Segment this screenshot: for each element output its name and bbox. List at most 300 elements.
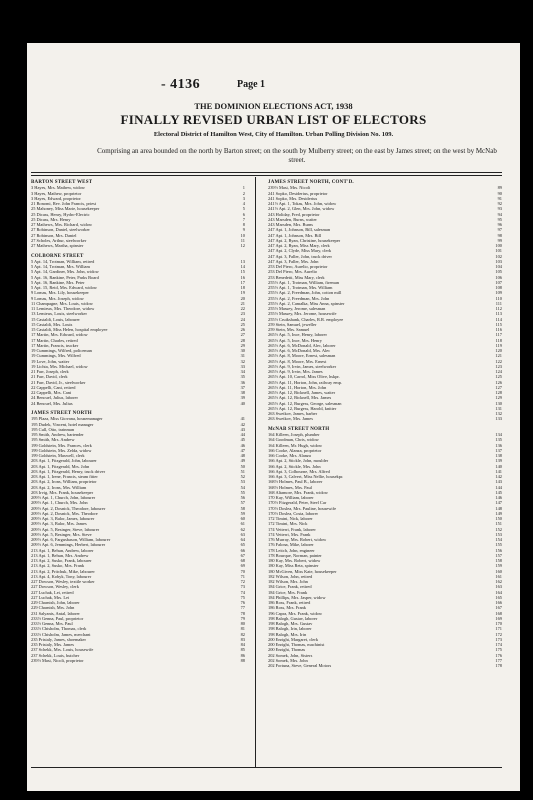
elector-text: 17 Martin, Charles, retired bbox=[31, 337, 78, 343]
elector-number: 70 bbox=[240, 568, 245, 574]
elector-text: 241½ Apt. 1, Tokas, Mrs. John, widow bbox=[268, 201, 337, 206]
elector-text: 21 Farr, David, Jr., steelworker bbox=[31, 379, 86, 385]
elector-number: 99 bbox=[497, 237, 502, 243]
elector-text: 168½ Holmes, Mrs. Paul bbox=[268, 484, 312, 490]
elector-number: 111 bbox=[495, 300, 502, 306]
elector-text: 25 Dicass, Henry, Hydro-Electric bbox=[31, 211, 90, 217]
elector-number: 6 bbox=[242, 211, 245, 217]
elector-number: 18 bbox=[240, 285, 245, 290]
elector-text: 184 Grice, Mrs. Frank bbox=[268, 589, 308, 595]
elector-number: 84 bbox=[240, 642, 245, 647]
elector-text: 263 Swetkov, James, barber bbox=[268, 411, 318, 416]
elector-text: 25 Dicass, Mrs. Henry bbox=[31, 216, 71, 222]
elector-text: 195 Dudek, Vincent, hotel manager bbox=[31, 421, 94, 427]
elector-number: 42 bbox=[240, 421, 245, 427]
elector-text: 265½ Apt. 9, Irvin, James, steelworker bbox=[268, 363, 337, 369]
elector-number: 167 bbox=[495, 605, 502, 611]
elector-number: 147 bbox=[495, 500, 502, 506]
elector-number: 63 bbox=[240, 531, 245, 537]
elector-number: 114 bbox=[495, 316, 502, 322]
elector-text: 213 Apt. 2, Susko, Mrs. Frank bbox=[31, 563, 85, 569]
elector-text: 265½ Apt. 12, Bicknell, James, waiter bbox=[268, 390, 336, 395]
elector-text: 255½ Apt. 2, Camalka, Miss Anna, spinster bbox=[268, 300, 345, 306]
elector-text: 235 Pristaly, James, shoemaker bbox=[31, 636, 86, 642]
elector-text: 229 Charnish, Mrs. John bbox=[31, 605, 75, 611]
elector-number: 133 bbox=[495, 416, 502, 422]
elector-text: 247 Apt. 1, Johnson, Bill, salesman bbox=[268, 227, 331, 233]
elector-text: 209½ Apt. 5, Besinger, Mrs. Steve bbox=[31, 531, 92, 537]
elector-number: 28 bbox=[240, 337, 245, 343]
elector-text: 202 Somek, John, Sisters bbox=[268, 652, 313, 658]
elector-text: 243 Holiday, Fred, proprietor bbox=[268, 211, 320, 217]
elector-text: 166 Cooke, Mrs. Alanza bbox=[268, 453, 311, 458]
elector-text: 195 Plaza, Miss Giovana, housemanager bbox=[31, 416, 103, 422]
elector-text: 170½ Doslea, Mrs. Pauline, housewife bbox=[268, 505, 337, 511]
elector-text: 247 Apt. 2, Clyde, Miss Mary, clerk bbox=[268, 248, 332, 254]
elector-text: 233½ Chisholm, James, merchant bbox=[31, 631, 91, 637]
elector-text: 198 Balogh, Gustav, laborer bbox=[268, 615, 318, 621]
elector-text: 184 Grice, Frank, retired bbox=[268, 584, 312, 590]
elector-number: 160 bbox=[495, 568, 502, 574]
elector-text: 22 Cappelli, Mrs. Cani bbox=[31, 390, 72, 395]
elector-number: 83 bbox=[240, 636, 245, 642]
elector-text: 178 Bourque, Norman, painter bbox=[268, 552, 322, 558]
elector-number: 48 bbox=[240, 453, 245, 458]
elector-text: 166 Apt. 3, Colbourne, Mrs. Alfred bbox=[268, 468, 330, 474]
elector-number: 93 bbox=[497, 206, 502, 212]
elector-number: 177 bbox=[495, 657, 502, 663]
elector-text: 166 Apt. 2, Stickle, John, moulder bbox=[268, 458, 329, 464]
page-number: Page 1 bbox=[237, 79, 266, 90]
document-page bbox=[27, 43, 520, 791]
elector-number: 74 bbox=[240, 589, 245, 595]
elector-number: 112 bbox=[495, 306, 502, 311]
elector-text: 255½ Massey, Jerome, salesman bbox=[268, 306, 326, 311]
elector-number: 3 bbox=[242, 195, 245, 201]
elector-entry bbox=[31, 243, 245, 248]
elector-text: 11 Lemieux, Mrs. Theodore, widow bbox=[31, 306, 95, 311]
elector-text: 227 Dowson, Wesley, clerk bbox=[31, 584, 79, 590]
elector-text: 265½ Apt. 11, Horton, John, railway emp. bbox=[268, 379, 342, 385]
elector-number: 79 bbox=[240, 615, 245, 621]
elector-number: 9 bbox=[242, 227, 245, 233]
elector-number: 127 bbox=[495, 384, 502, 390]
elector-number: 4 bbox=[242, 201, 245, 206]
elector-text: 209½ Apt. 3, Balor, James, labourer bbox=[31, 516, 95, 521]
elector-number: 10 bbox=[240, 232, 245, 238]
elector-text: 202 Fortuna, Steve, General Motors bbox=[268, 663, 332, 668]
elector-text: 247 Apt. 3, Faller, John, truck driver bbox=[268, 253, 332, 259]
elector-number: 108 bbox=[495, 285, 502, 290]
elector-text: 24 Bencuel, Mrs. Julius bbox=[31, 400, 73, 406]
elector-text: 213 Apt. 1, Behun, Mrs. Andrew bbox=[31, 552, 89, 558]
elector-text: 203 Apt. 2, Irons, William, proprietor bbox=[31, 479, 97, 485]
elector-text: 209½ Apt. 2, Dosnick, Mrs. Theodore bbox=[31, 510, 98, 516]
elector-number: 117 bbox=[495, 332, 502, 338]
elector-number: 146 bbox=[495, 495, 502, 500]
elector-text: 182 Wilson, John, retired bbox=[268, 573, 313, 579]
elector-number: 89 bbox=[497, 185, 502, 191]
elector-text: 176 Murray, Mrs. Robert, widow bbox=[268, 537, 327, 542]
header-rule-bottom bbox=[31, 175, 502, 176]
left-elector-column bbox=[31, 180, 245, 663]
elector-number: 23 bbox=[240, 311, 245, 317]
elector-number: 85 bbox=[240, 647, 245, 653]
elector-number: 47 bbox=[240, 447, 245, 453]
elector-text: 170½ Fitzgerald, Peter, Steel Car bbox=[268, 500, 327, 506]
elector-number: 144 bbox=[495, 484, 502, 490]
elector-text: 241 Sopko, Desiderius, proprietor bbox=[268, 190, 328, 196]
elector-number: 60 bbox=[240, 516, 245, 521]
elector-number: 58 bbox=[240, 505, 245, 511]
elector-number: 157 bbox=[495, 552, 502, 558]
elector-text: 174 Vetterri, Mrs. Frank bbox=[268, 531, 311, 537]
elector-number: 163 bbox=[495, 584, 502, 590]
elector-number: 95 bbox=[497, 216, 502, 222]
elector-text: 25 Mahoney, Miss Marie, housekeeper bbox=[31, 206, 100, 212]
elector-text: 265½ Apt. 5, Ince, Mrs. Henry bbox=[268, 337, 322, 343]
elector-number: 107 bbox=[495, 279, 502, 285]
elector-text: 11 Champagne, Mrs. Louis, widow bbox=[31, 300, 93, 306]
elector-text: 265½ Apt. 11, Horton, Mrs. John bbox=[268, 384, 327, 390]
elector-number: 29 bbox=[240, 342, 245, 348]
elector-number: 86 bbox=[240, 652, 245, 658]
elector-number: 172 bbox=[495, 631, 502, 637]
elector-text: 265½ Apt. 8, Moore, Ernest, salesman bbox=[268, 353, 336, 359]
elector-text: 5 Apt. 16, Rankine, Mrs. Peter bbox=[31, 279, 85, 285]
elector-number: 102 bbox=[495, 253, 502, 259]
elector-number: 64 bbox=[240, 537, 245, 542]
elector-number: 137 bbox=[495, 447, 502, 453]
elector-number: 82 bbox=[240, 631, 245, 637]
elector-number: 44 bbox=[240, 432, 245, 437]
elector-number: 36 bbox=[240, 379, 245, 385]
district-line: Electoral District of Hamilton West, City of Hamilton. Urban Polling Division No. 109. bbox=[153, 131, 394, 138]
elector-text: 168½ Holmes, Paul B., laborer bbox=[268, 479, 323, 485]
elector-number: 2 bbox=[242, 190, 245, 196]
elector-number: 7 bbox=[242, 216, 245, 222]
elector-text: 196 Capra, Mrs. Frank, widow bbox=[268, 610, 323, 616]
elector-number: 115 bbox=[495, 321, 502, 327]
elector-number: 103 bbox=[495, 258, 502, 264]
elector-number: 69 bbox=[240, 563, 245, 569]
elector-text: 227 Luchak, Mrs. Lei bbox=[31, 594, 70, 600]
elector-number: 54 bbox=[240, 484, 245, 490]
elector-number: 169 bbox=[495, 615, 502, 621]
elector-text: 241 Sopko, Mrs. Desiderius bbox=[268, 195, 318, 201]
elector-number: 12 bbox=[240, 243, 245, 248]
elector-text: 209½ Apt. 1, Church, John, labourer bbox=[31, 495, 96, 500]
elector-number: 138 bbox=[495, 453, 502, 458]
elector-number: 37 bbox=[240, 384, 245, 390]
elector-text: 209½ Apt. 6, Jemmings, Herbert, labourer bbox=[31, 542, 106, 548]
street-heading: BARTON STREET WEST bbox=[31, 180, 93, 185]
elector-text: 19 Love, John, waiter bbox=[31, 358, 70, 364]
elector-number: 128 bbox=[495, 390, 502, 395]
elector-text: 259 Stein, Samuel, jeweller bbox=[268, 321, 317, 327]
elector-number: 32 bbox=[240, 358, 245, 364]
elector-number: 92 bbox=[497, 201, 502, 206]
elector-text: 229 Charnish, John, laborer bbox=[31, 600, 80, 605]
elector-text: 21 Farr, Joseph, clerk bbox=[31, 369, 69, 374]
elector-text: 203 Apt. 1, Irene, Francis, steam fitter bbox=[31, 474, 98, 479]
elector-text: 203 Apt. 1, Fitzgerald, Henry, truck driver bbox=[31, 468, 106, 474]
elector-text: 186 Ross, Frank, retired bbox=[268, 600, 311, 605]
street-heading: JAMES STREET NORTH bbox=[31, 411, 92, 416]
elector-text: 180 Kay, Mrs. Robert, widow bbox=[268, 558, 321, 563]
elector-number: 152 bbox=[495, 526, 502, 532]
elector-number: 94 bbox=[497, 211, 502, 217]
elector-number: 31 bbox=[240, 353, 245, 359]
elector-number: 124 bbox=[495, 369, 502, 374]
elector-text: 243 Marsden, Burns, waiter bbox=[268, 216, 317, 222]
elector-text: 180 McGiven, Miss Kate, housekeeper bbox=[268, 568, 337, 574]
elector-text: 209½ Apt. 3, Balor, Mrs. James bbox=[31, 521, 87, 527]
elector-text: 265½ Apt. 8, Moore, Mrs. Ernest bbox=[268, 358, 327, 364]
elector-text: 164 Killeen, Mr. Hugh, widow bbox=[268, 442, 323, 448]
elector-text: 172 Timini, Nick, laborer bbox=[268, 516, 313, 521]
elector-text: 21 Bonomi, Rev. John Francis, priest bbox=[31, 201, 97, 206]
elector-text: 198 Balogh, Mrs. Irin bbox=[268, 631, 307, 637]
elector-text: 243 Marsden, Mrs. Burns bbox=[268, 222, 314, 227]
elector-number: 120 bbox=[495, 348, 502, 353]
elector-number: 68 bbox=[240, 558, 245, 563]
elector-number: 158 bbox=[495, 558, 502, 563]
elector-text: 22 Cappelli, Cani, retired bbox=[31, 384, 76, 390]
elector-number: 168 bbox=[495, 610, 502, 616]
elector-number: 96 bbox=[497, 222, 502, 227]
elector-number: 43 bbox=[240, 426, 245, 432]
elector-number: 91 bbox=[497, 195, 502, 201]
elector-text: 5 Apt. 16, Rankine, Peter, Parks Board bbox=[31, 274, 99, 280]
elector-text: 209½ Apt. 5, Besinger, Steve, labourer bbox=[31, 526, 100, 532]
elector-entry bbox=[31, 658, 245, 663]
elector-number: 141 bbox=[495, 468, 502, 474]
elector-text: 233½ Genna, Mrs. Paul bbox=[31, 621, 73, 626]
elector-number: 113 bbox=[495, 311, 502, 317]
elector-text: 233½ Chisholm, Thomas, clerk bbox=[31, 626, 87, 632]
elector-text: 199 Goldstein, Maxwell, clerk bbox=[31, 453, 85, 458]
elector-number: 76 bbox=[240, 600, 245, 605]
elector-text: 235 Pristaly, Mrs. James bbox=[31, 642, 75, 647]
elector-number: 159 bbox=[495, 563, 502, 569]
area-description: Comprising an area bounded on the north by Barton street; on the south by Mulberry street; on the east by James street; on the west by McNab street. bbox=[97, 147, 497, 165]
elector-text: 176 Falona, Mike, laborer bbox=[268, 542, 314, 548]
elector-text: 164 Goodman, Chris, widow bbox=[268, 437, 319, 443]
elector-text: 259 Stein, Mrs. Samuel bbox=[268, 327, 310, 332]
elector-number: 25 bbox=[240, 321, 245, 327]
elector-text: 17 Martin, Francis, trucker bbox=[31, 342, 79, 348]
elector-text: 5 Apt. 15, Reid, Mrs. Edward, widow bbox=[31, 285, 97, 290]
elector-text: 27 Robinson, Mrs. Daniel bbox=[31, 232, 77, 238]
elector-number: 26 bbox=[240, 327, 245, 332]
elector-text: 231 Salyanis, Antal, laborer bbox=[31, 610, 80, 616]
elector-number: 53 bbox=[240, 479, 245, 485]
elector-number: 67 bbox=[240, 552, 245, 558]
elector-text: 233½ Genna, Paul, proprietor bbox=[31, 615, 84, 621]
elector-number: 110 bbox=[495, 295, 502, 301]
elector-text: 174 Vetterri, Frank, laborer bbox=[268, 526, 316, 532]
elector-number: 59 bbox=[240, 510, 245, 516]
elector-text: 15 Castaldi, Mrs. Louis bbox=[31, 321, 73, 327]
elector-number: 51 bbox=[240, 468, 245, 474]
elector-number: 149 bbox=[495, 510, 502, 516]
elector-number: 121 bbox=[495, 353, 502, 359]
elector-number: 118 bbox=[495, 337, 502, 343]
elector-number: 81 bbox=[240, 626, 245, 632]
elector-number: 97 bbox=[497, 227, 502, 233]
header-rule-top bbox=[31, 172, 502, 173]
elector-number: 98 bbox=[497, 232, 502, 238]
elector-number: 78 bbox=[240, 610, 245, 616]
elector-number: 35 bbox=[240, 374, 245, 380]
elector-text: 24 Bencuel, Julius, laborer bbox=[31, 395, 78, 401]
elector-number: 20 bbox=[240, 295, 245, 301]
elector-number: 57 bbox=[240, 500, 245, 506]
elector-number: 131 bbox=[495, 405, 502, 411]
elector-number: 27 bbox=[240, 332, 245, 338]
elector-number: 72 bbox=[240, 579, 245, 584]
elector-text: 168 Altamore, Mrs. Frank, widow bbox=[268, 489, 328, 495]
elector-number: 122 bbox=[495, 358, 502, 364]
elector-text: 178 Leitch, John, engineer bbox=[268, 547, 315, 553]
elector-number: 174 bbox=[495, 642, 502, 647]
right-elector-column bbox=[268, 180, 502, 668]
elector-number: 101 bbox=[495, 248, 502, 254]
elector-text: 5 Apt. 14, Trotman, Mrs. William bbox=[31, 264, 90, 269]
act-heading: THE DOMINION ELECTIONS ACT, 1938 bbox=[194, 101, 353, 111]
elector-text: 19 Cummings, Wilfred, policeman bbox=[31, 348, 92, 353]
elector-text: 15 Castaldi, Louis, labourer bbox=[31, 316, 80, 322]
elector-text: 255½ Massey, Mrs. Jerome, housewife bbox=[268, 311, 337, 317]
elector-number: 39 bbox=[240, 395, 245, 401]
elector-text: 247 Apt. 1, Johnson, Mrs. Bill bbox=[268, 232, 322, 238]
elector-text: 213 Apt. 1, Behun, Andrew, laborer bbox=[31, 547, 94, 553]
elector-number: 19 bbox=[240, 290, 245, 296]
elector-number: 153 bbox=[495, 531, 502, 537]
elector-text: 203 Apt. 1, Fitzgerald, John, labourer bbox=[31, 458, 97, 464]
elector-number: 50 bbox=[240, 463, 245, 469]
footer-rule bbox=[31, 767, 502, 768]
elector-text: 263 Swetkov, Mrs. James bbox=[268, 416, 313, 422]
elector-entry bbox=[31, 401, 245, 406]
elector-number: 80 bbox=[240, 621, 245, 626]
elector-text: 3 Hayes, Edward, proprietor bbox=[31, 195, 81, 201]
elector-text: 265½ Apt. 6, McDonald, Mrs. Alec bbox=[268, 348, 331, 353]
elector-text: 195 Smith, Mrs. Andrew bbox=[31, 437, 75, 443]
elector-number: 145 bbox=[495, 489, 502, 495]
elector-text: 170 Kay, William, laborer bbox=[268, 495, 314, 500]
elector-text: 227 Dowson, Wesley, textile worker bbox=[31, 579, 95, 584]
elector-number: 30 bbox=[240, 348, 245, 353]
elector-text: 166 Apt. 2, Stickle, Mrs. John bbox=[268, 463, 321, 469]
elector-number: 150 bbox=[495, 516, 502, 521]
elector-number: 134 bbox=[495, 432, 502, 437]
elector-text: 237 Schekk, Mrs. Louis, housewife bbox=[31, 647, 94, 653]
elector-text: 182 Wilson, Mrs. John bbox=[268, 579, 308, 584]
elector-number: 61 bbox=[240, 521, 245, 527]
elector-number: 130 bbox=[495, 400, 502, 406]
elector-number: 56 bbox=[240, 495, 245, 500]
elector-text: 200 Enright, Thomas bbox=[268, 647, 306, 653]
street-heading: COLBORNE STREET bbox=[31, 253, 84, 259]
elector-number: 165 bbox=[495, 594, 502, 600]
elector-number: 33 bbox=[240, 363, 245, 369]
elector-text: 227 Luchak, Lei, retired bbox=[31, 589, 74, 595]
elector-number: 62 bbox=[240, 526, 245, 532]
elector-number: 11 bbox=[240, 237, 245, 243]
elector-number: 100 bbox=[495, 243, 502, 248]
elector-text: 164 Killeen, Joseph, plumber bbox=[268, 432, 320, 437]
elector-text: 253 Del Piero, Aurelio, proprietor bbox=[268, 264, 328, 269]
elector-text: 198 Balogh, Mrs. Gustav bbox=[268, 621, 313, 626]
elector-text: 27 Mathews, Mrs. Richard, widow bbox=[31, 222, 93, 227]
elector-number: 88 bbox=[240, 657, 245, 663]
elector-text: 237 Schekk, Louis, butcher bbox=[31, 652, 80, 658]
elector-number: 52 bbox=[240, 474, 245, 479]
elector-number: 22 bbox=[240, 306, 245, 311]
elector-number: 171 bbox=[495, 626, 502, 632]
elector-text: 265½ Apt. 9, Irvin, Mrs. James bbox=[268, 369, 323, 374]
elector-number: 164 bbox=[495, 589, 502, 595]
elector-text: 180 Kay, Miss Reta, spinster bbox=[268, 563, 319, 569]
elector-text: 27 Mathews, Martha, spinster bbox=[31, 243, 84, 248]
elector-text: 19 Cummings, Mrs. Wilfred bbox=[31, 353, 81, 359]
elector-text: 247 Apt. 2, Ryan, Christine, housekeeper bbox=[268, 237, 341, 243]
elector-number: 175 bbox=[495, 647, 502, 653]
elector-text: 255½ Cruikshank, Charles, R.R. employee bbox=[268, 316, 344, 322]
elector-number: 148 bbox=[495, 505, 502, 511]
street-heading: McNAB STREET NORTH bbox=[268, 426, 330, 432]
elector-number: 49 bbox=[240, 458, 245, 464]
elector-text: 184 Phillips, Mrs. Jasper, widow bbox=[268, 594, 326, 600]
elector-text: 9 Lomas, Mrs. Joseph, widow bbox=[31, 295, 84, 301]
elector-number: 75 bbox=[240, 594, 245, 600]
elector-text: 3 Hayes, Mathew, proprietor bbox=[31, 190, 82, 196]
elector-number: 116 bbox=[495, 327, 502, 332]
elector-text: 255½ Apt. 2, Freedman, Mrs. John bbox=[268, 295, 330, 301]
elector-text: 239½ Masi, Nicoli, proprietor bbox=[31, 657, 84, 663]
elector-number: 90 bbox=[497, 190, 502, 196]
elector-text: 265½ Apt. 6, McDonald, Alec, laborer bbox=[268, 342, 336, 348]
elector-number: 139 bbox=[495, 458, 502, 464]
elector-text: 265½ Apt. 10, Carrol, Miss Olive, hskpr. bbox=[268, 374, 340, 380]
elector-number: 24 bbox=[240, 316, 245, 322]
elector-number: 132 bbox=[495, 411, 502, 416]
elector-text: 27 Scholes, Arthur, steelworker bbox=[31, 237, 87, 243]
elector-text: 200 Enright, Margaret, clerk bbox=[268, 636, 319, 642]
elector-text: 265½ Apt. 12, Burgess, George, salesman bbox=[268, 400, 342, 406]
elector-entry bbox=[268, 663, 502, 668]
elector-number: 151 bbox=[495, 521, 502, 527]
elector-number: 142 bbox=[495, 474, 502, 479]
elector-number: 140 bbox=[495, 463, 502, 469]
elector-text: 199 Goldstein, Mrs. Zelda, widow bbox=[31, 447, 92, 453]
elector-number: 125 bbox=[495, 374, 502, 380]
elector-number: 126 bbox=[495, 379, 502, 385]
elector-text: 203 Apt. 2, Irons, Mrs. William bbox=[31, 484, 87, 490]
elector-text: 195 Cull, Otto, trainman bbox=[31, 426, 75, 432]
elector-number: 55 bbox=[240, 489, 245, 495]
elector-text: 265½ Apt. 12, Bicknell, Mrs. James bbox=[268, 395, 332, 401]
elector-number: 104 bbox=[495, 264, 502, 269]
elector-number: 65 bbox=[240, 542, 245, 548]
column-divider bbox=[255, 177, 256, 767]
elector-number: 40 bbox=[240, 400, 245, 406]
elector-text: 195 Smith, Andrew, bartender bbox=[31, 432, 84, 437]
elector-text: 209½ Apt. 2, Dosnick, Theodore, labourer bbox=[31, 505, 106, 511]
elector-number: 73 bbox=[240, 584, 245, 590]
